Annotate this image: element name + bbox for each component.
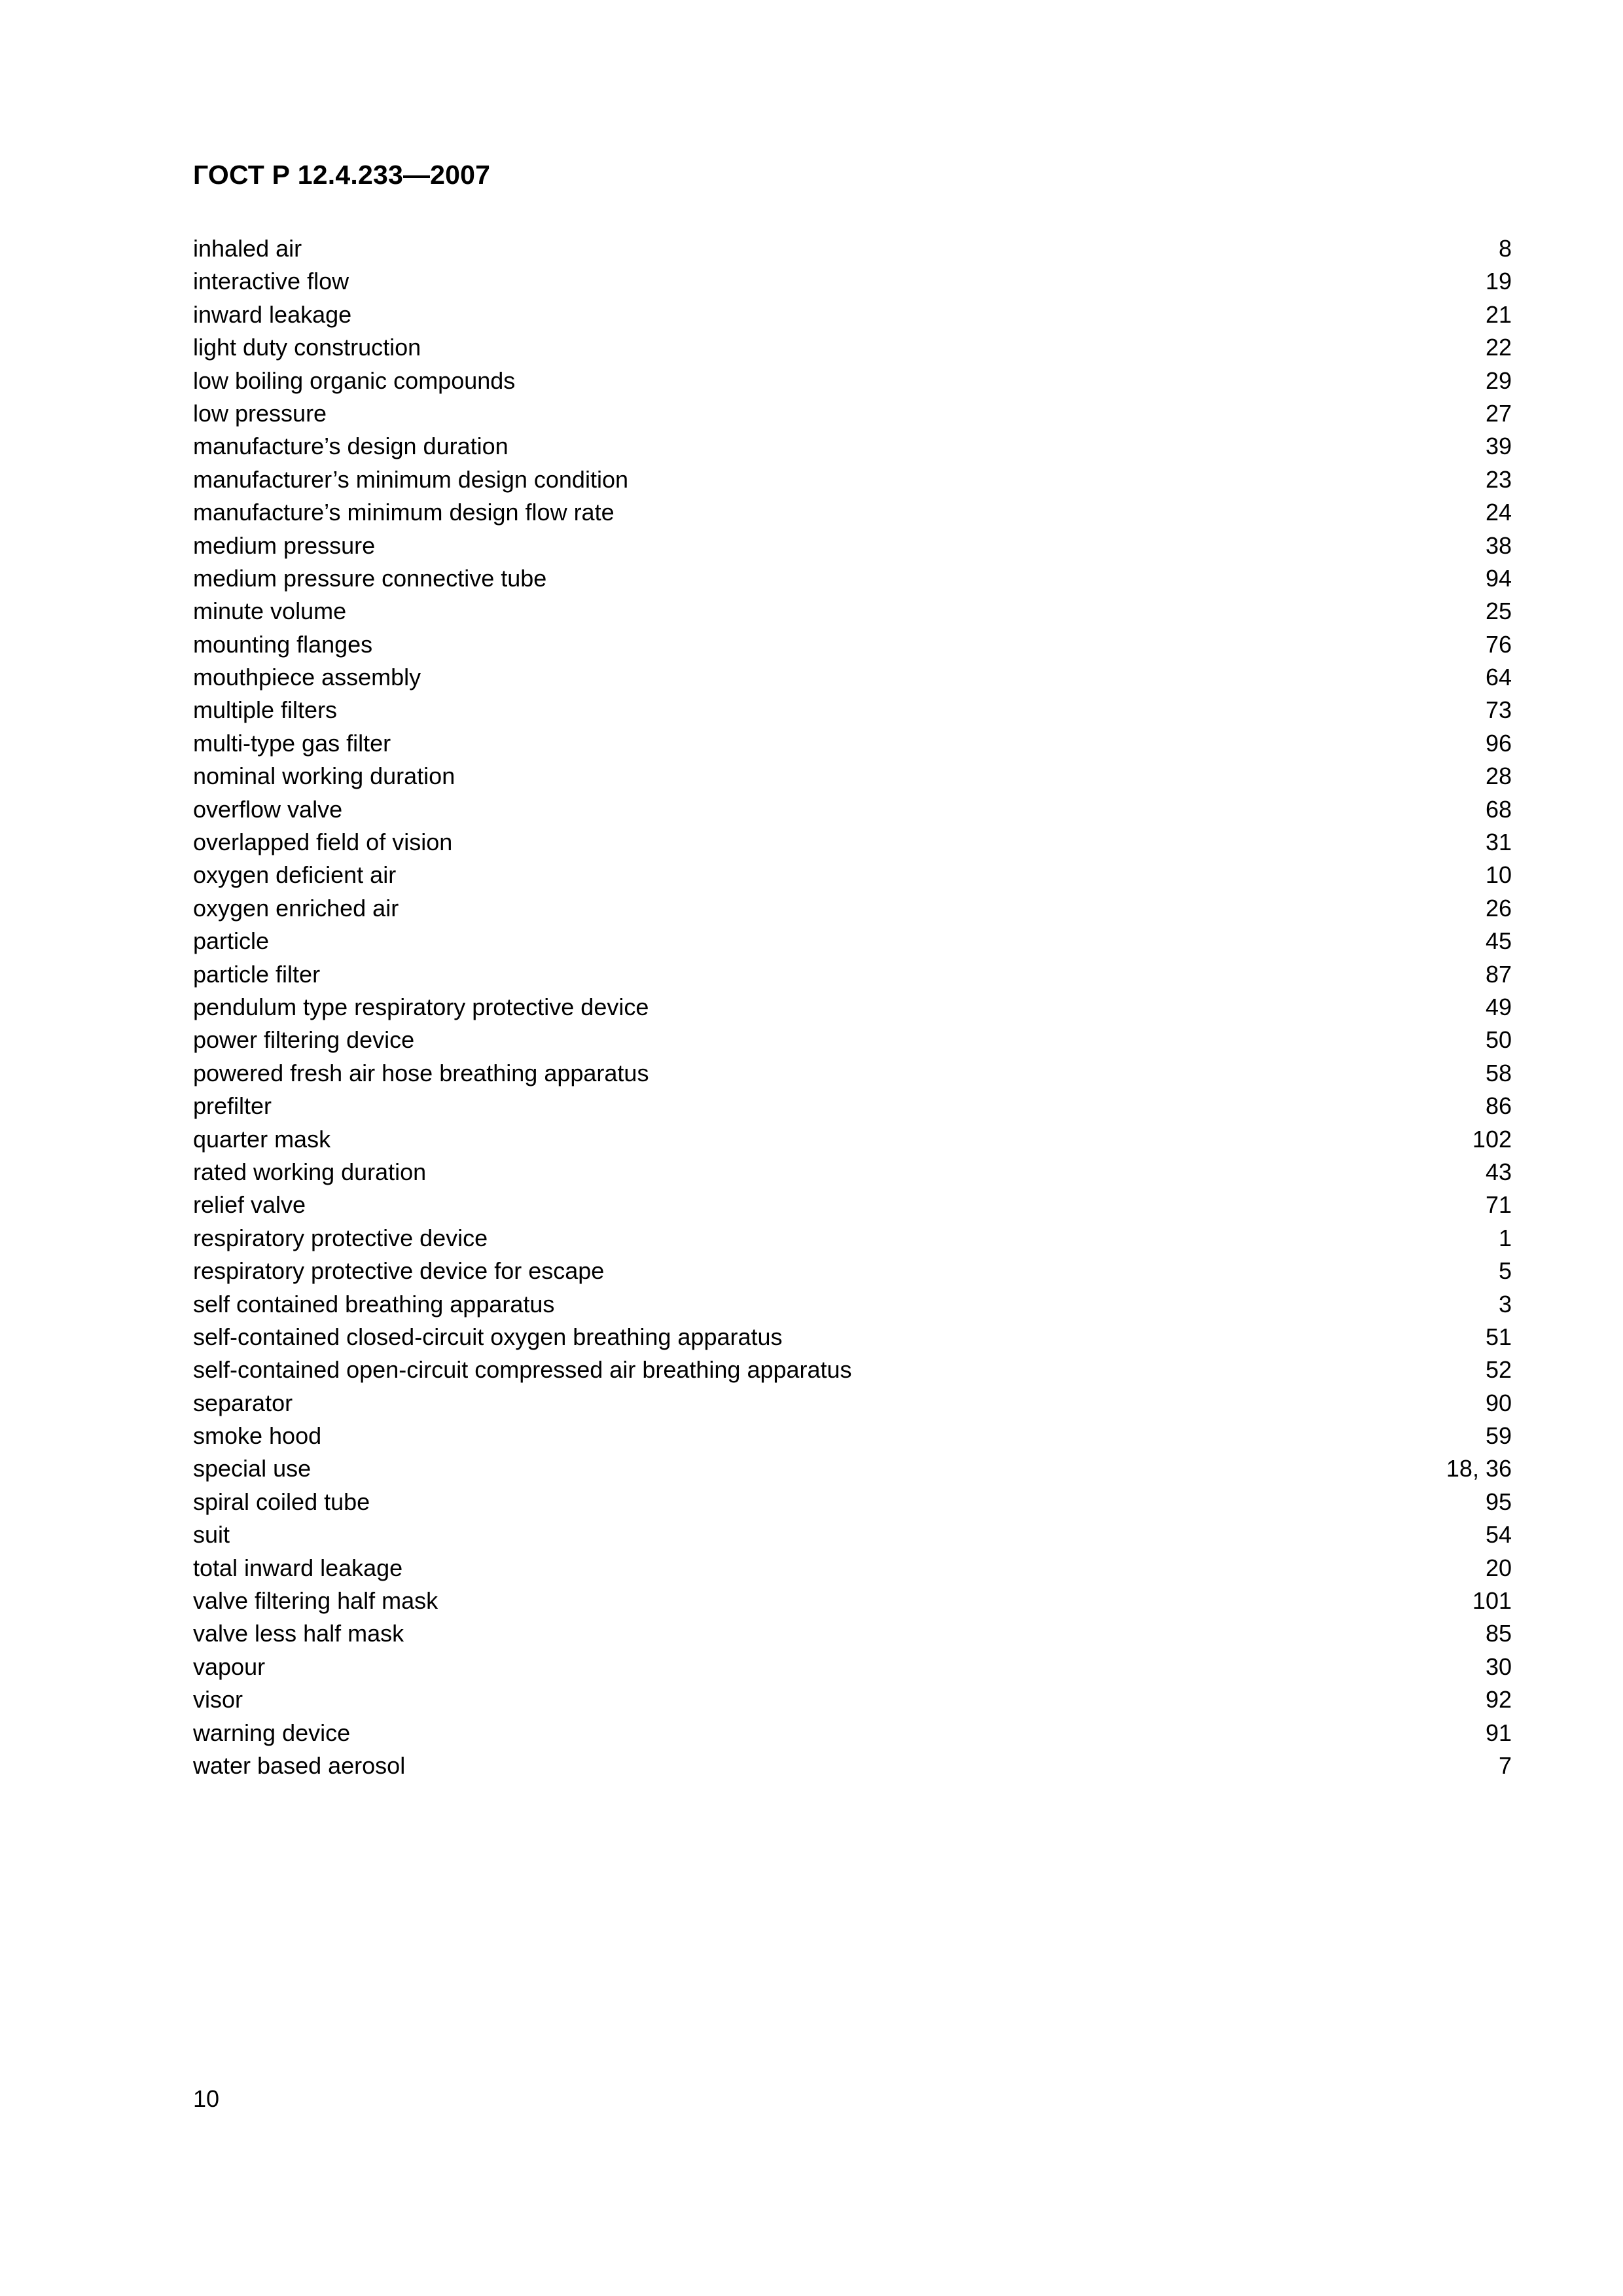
index-reference-number: 8 bbox=[1498, 235, 1512, 262]
index-reference-number: 45 bbox=[1485, 927, 1512, 955]
index-reference-number: 54 bbox=[1485, 1521, 1512, 1549]
index-entry bbox=[193, 859, 1512, 891]
index-reference-number: 86 bbox=[1485, 1092, 1512, 1120]
index-entry bbox=[193, 892, 1512, 925]
index-entry bbox=[193, 265, 1512, 298]
index-reference-number: 73 bbox=[1485, 696, 1512, 724]
index-entry bbox=[193, 1024, 1512, 1056]
index-term: mounting flanges bbox=[193, 630, 373, 658]
index-entry bbox=[193, 1683, 1512, 1716]
index-reference-number: 101 bbox=[1472, 1587, 1512, 1615]
index-entry bbox=[193, 1057, 1512, 1090]
index-reference-number: 38 bbox=[1485, 531, 1512, 559]
index-term: relief valve bbox=[193, 1191, 306, 1219]
index-term: medium pressure bbox=[193, 531, 376, 559]
index-term: power filtering device bbox=[193, 1026, 415, 1054]
index-reference-number: 21 bbox=[1485, 300, 1512, 328]
index-entry bbox=[193, 1749, 1512, 1782]
index-term: light duty construction bbox=[193, 334, 421, 361]
index-entry bbox=[193, 1651, 1512, 1683]
index-entry bbox=[193, 331, 1512, 364]
index-entry bbox=[193, 529, 1512, 562]
index-entry bbox=[193, 232, 1512, 265]
index-entry bbox=[193, 1486, 1512, 1518]
index-entry bbox=[193, 694, 1512, 726]
index-term: manufacturer’s minimum design condition bbox=[193, 465, 628, 493]
index-reference-number: 95 bbox=[1485, 1488, 1512, 1515]
index-entry bbox=[193, 496, 1512, 529]
index-reference-number: 39 bbox=[1485, 433, 1512, 460]
index-entry bbox=[193, 397, 1512, 430]
index-entry bbox=[193, 1452, 1512, 1485]
index-term: multiple filters bbox=[193, 696, 338, 724]
index-entry bbox=[193, 727, 1512, 760]
index-reference-number: 18, 36 bbox=[1446, 1455, 1512, 1482]
index-term: rated working duration bbox=[193, 1158, 427, 1185]
index-reference-number: 23 bbox=[1485, 465, 1512, 493]
index-reference-number: 5 bbox=[1498, 1257, 1512, 1285]
index-term: mouthpiece assembly bbox=[193, 664, 421, 691]
index-reference-number: 59 bbox=[1485, 1422, 1512, 1450]
index-reference-number: 58 bbox=[1485, 1059, 1512, 1086]
index-entry bbox=[193, 1222, 1512, 1255]
index-reference-number: 49 bbox=[1485, 993, 1512, 1020]
index-term: self-contained closed-circuit oxygen breathing apparatus bbox=[193, 1323, 783, 1350]
index-entry bbox=[193, 430, 1512, 463]
index-reference-number: 87 bbox=[1485, 960, 1512, 988]
index-entry bbox=[193, 1156, 1512, 1189]
index-term: special use bbox=[193, 1455, 312, 1482]
index-term: medium pressure connective tube bbox=[193, 564, 547, 592]
index-term: particle bbox=[193, 927, 270, 955]
index-reference-number: 31 bbox=[1485, 829, 1512, 856]
index-reference-number: 102 bbox=[1472, 1125, 1512, 1153]
index-reference-number: 10 bbox=[1485, 861, 1512, 889]
index-term: visor bbox=[193, 1686, 243, 1713]
index-reference-number: 1 bbox=[1498, 1224, 1512, 1251]
index-entry bbox=[193, 1387, 1512, 1420]
index-entry bbox=[193, 1518, 1512, 1551]
index-term: self contained breathing apparatus bbox=[193, 1290, 555, 1318]
index-term: quarter mask bbox=[193, 1125, 331, 1153]
index-term: valve less half mask bbox=[193, 1620, 404, 1647]
index-term: oxygen enriched air bbox=[193, 894, 399, 922]
index-entry bbox=[193, 1288, 1512, 1321]
index-reference-number: 30 bbox=[1485, 1653, 1512, 1680]
index-entry bbox=[193, 826, 1512, 859]
index-entry bbox=[193, 1617, 1512, 1650]
index-reference-number: 94 bbox=[1485, 564, 1512, 592]
index-reference-number: 26 bbox=[1485, 894, 1512, 922]
index-reference-number: 24 bbox=[1485, 499, 1512, 526]
index-term: minute volume bbox=[193, 598, 347, 625]
index-entry bbox=[193, 1123, 1512, 1156]
page-number: 10 bbox=[193, 2085, 220, 2112]
index-term: multi-type gas filter bbox=[193, 729, 391, 757]
index-term: respiratory protective device for escape bbox=[193, 1257, 605, 1285]
index-reference-number: 85 bbox=[1485, 1620, 1512, 1647]
index-entry bbox=[193, 661, 1512, 694]
index-entry bbox=[193, 760, 1512, 793]
index-term: overlapped field of vision bbox=[193, 829, 453, 856]
index-term: suit bbox=[193, 1521, 230, 1549]
index-entry bbox=[193, 562, 1512, 595]
index-entry bbox=[193, 1552, 1512, 1585]
index-reference-number: 50 bbox=[1485, 1026, 1512, 1054]
index-term: low boiling organic compounds bbox=[193, 367, 516, 394]
index-entry bbox=[193, 1090, 1512, 1122]
index-entry bbox=[193, 1585, 1512, 1617]
index-reference-number: 20 bbox=[1485, 1554, 1512, 1581]
index-reference-number: 27 bbox=[1485, 399, 1512, 427]
index-entry bbox=[193, 925, 1512, 958]
index-term: warning device bbox=[193, 1719, 351, 1746]
index-term: smoke hood bbox=[193, 1422, 322, 1450]
index-entry bbox=[193, 1354, 1512, 1386]
index-reference-number: 29 bbox=[1485, 367, 1512, 394]
index-term: nominal working duration bbox=[193, 762, 455, 790]
index-reference-number: 7 bbox=[1498, 1751, 1512, 1779]
index-term: spiral coiled tube bbox=[193, 1488, 370, 1515]
index-entry bbox=[193, 958, 1512, 991]
index-reference-number: 91 bbox=[1485, 1719, 1512, 1746]
index-reference-number: 68 bbox=[1485, 795, 1512, 823]
index-term: oxygen deficient air bbox=[193, 861, 397, 889]
index-term: inhaled air bbox=[193, 235, 302, 262]
index-term: overflow valve bbox=[193, 795, 343, 823]
index-term: manufacture’s design duration bbox=[193, 433, 508, 460]
index-term: valve filtering half mask bbox=[193, 1587, 438, 1615]
index-term: pendulum type respiratory protective device bbox=[193, 993, 649, 1020]
index-reference-number: 90 bbox=[1485, 1389, 1512, 1416]
index-entry bbox=[193, 1189, 1512, 1221]
index-term: separator bbox=[193, 1389, 293, 1416]
index-reference-number: 22 bbox=[1485, 334, 1512, 361]
index-term: vapour bbox=[193, 1653, 266, 1680]
index-entry bbox=[193, 1255, 1512, 1287]
index-term: powered fresh air hose breathing apparatus bbox=[193, 1059, 649, 1086]
index-reference-number: 19 bbox=[1485, 268, 1512, 295]
index-reference-number: 64 bbox=[1485, 664, 1512, 691]
index-entry bbox=[193, 298, 1512, 331]
index-entry bbox=[193, 793, 1512, 826]
term-index-list bbox=[193, 232, 1512, 1782]
index-reference-number: 71 bbox=[1485, 1191, 1512, 1219]
index-reference-number: 3 bbox=[1498, 1290, 1512, 1318]
index-entry bbox=[193, 1717, 1512, 1749]
index-term: low pressure bbox=[193, 399, 327, 427]
index-reference-number: 43 bbox=[1485, 1158, 1512, 1185]
document-header: ГОСТ Р 12.4.233—2007 bbox=[193, 160, 491, 190]
index-reference-number: 28 bbox=[1485, 762, 1512, 790]
index-entry bbox=[193, 628, 1512, 661]
index-term: respiratory protective device bbox=[193, 1224, 488, 1251]
index-reference-number: 25 bbox=[1485, 598, 1512, 625]
index-entry bbox=[193, 365, 1512, 397]
index-term: manufacture’s minimum design flow rate bbox=[193, 499, 615, 526]
index-term: total inward leakage bbox=[193, 1554, 403, 1581]
index-reference-number: 96 bbox=[1485, 729, 1512, 757]
index-reference-number: 52 bbox=[1485, 1356, 1512, 1384]
index-entry bbox=[193, 1420, 1512, 1452]
index-entry bbox=[193, 1321, 1512, 1354]
index-reference-number: 51 bbox=[1485, 1323, 1512, 1350]
index-term: interactive flow bbox=[193, 268, 349, 295]
index-term: water based aerosol bbox=[193, 1751, 406, 1779]
index-term: particle filter bbox=[193, 960, 321, 988]
index-entry bbox=[193, 463, 1512, 496]
index-entry bbox=[193, 595, 1512, 628]
index-term: self-contained open-circuit compressed air breathing apparatus bbox=[193, 1356, 852, 1384]
index-term: prefilter bbox=[193, 1092, 272, 1120]
index-reference-number: 76 bbox=[1485, 630, 1512, 658]
index-reference-number: 92 bbox=[1485, 1686, 1512, 1713]
index-entry bbox=[193, 991, 1512, 1024]
index-term: inward leakage bbox=[193, 300, 352, 328]
